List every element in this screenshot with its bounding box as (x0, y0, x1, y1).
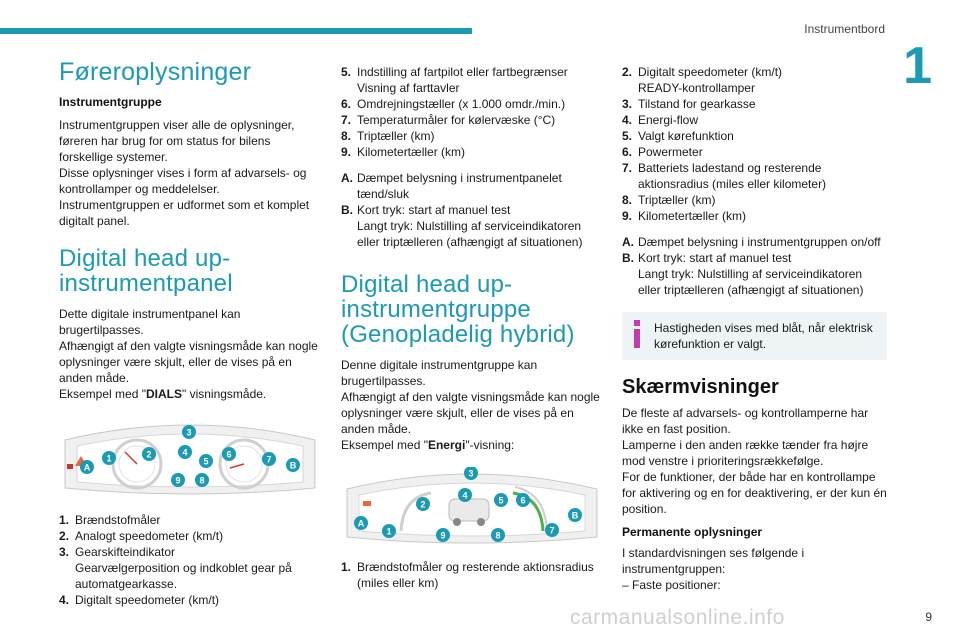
item-number (622, 80, 638, 96)
list-item (622, 192, 887, 208)
callout-label: 8 (199, 475, 205, 486)
paragraph: Dette digitale instrumentpanel kan brugertilpasses. (59, 307, 241, 337)
header-accent-bar (0, 28, 472, 34)
item-number (341, 218, 357, 250)
text-bold: Energi (427, 438, 466, 452)
chapter-title: Instrumentbord (804, 22, 885, 36)
paragraph: For de funktioner, der både har en kontrollampe for aktivering og en for deaktivering, er der kun én position. (622, 470, 887, 516)
callout-label: 4 (462, 490, 468, 501)
item-number: 8. (341, 129, 352, 143)
callout-label: 6 (520, 495, 526, 506)
item-text: Brændstofmåler og resterende aktionsradius (miles eller km) (357, 560, 594, 590)
section-heading-skaermvisninger: Skærmvisninger (622, 376, 779, 398)
column-2 (341, 60, 606, 591)
list-item (622, 160, 887, 192)
item-number: 5. (622, 129, 633, 143)
section-heading-digital-head-up-panel: Digital head up-instrumentpanel (59, 245, 233, 297)
legend-list-energy-continued (622, 64, 887, 224)
callout-label: 6 (226, 449, 232, 460)
list-item (622, 234, 887, 250)
paragraph: Denne digitale instrumentgruppe kan brugertilpasses. (341, 358, 538, 388)
item-text: Kort tryk: start af manuel test (638, 251, 792, 265)
paragraph: – Faste positioner: (622, 578, 721, 592)
column-1 (59, 60, 324, 608)
text-bold: DIALS (145, 387, 182, 401)
callout-label: 3 (186, 427, 192, 438)
paragraph: Afhængigt af den valgte visningsmåde kan nogle oplysninger være skjult, eller de vises på en anden måde. (59, 339, 318, 385)
item-text: Brændstofmåler (75, 513, 161, 527)
callout-label: 4 (182, 447, 188, 458)
callout-label: 9 (440, 530, 446, 541)
info-text: Hastigheden vises med blåt, når elektrisk kørefunktion er valgt. (654, 321, 873, 351)
list-item (341, 112, 606, 128)
paragraph: Disse oplysninger vises i form af advarsels- og kontrollamper og meddelelser. (59, 166, 307, 196)
item-number: A. (622, 235, 634, 249)
list-item (341, 64, 606, 80)
item-number: 7. (622, 161, 633, 175)
callout-label: 1 (106, 453, 112, 464)
callout-label: 5 (498, 495, 504, 506)
paragraph: Afhængigt af den valgte visningsmåde kan nogle oplysninger være skjult, eller de vises på en anden måde. (341, 390, 600, 436)
list-item (59, 544, 324, 560)
legend-list-dials (59, 512, 324, 608)
list-item (341, 170, 606, 202)
info-icon (628, 320, 646, 348)
list-item (341, 144, 606, 160)
item-number: 8. (622, 193, 633, 207)
energy-dashboard-svg (341, 467, 603, 547)
list-item (341, 559, 606, 591)
list-item (622, 128, 887, 144)
section-heading-foereroplysninger: Føreroplysninger (59, 58, 252, 86)
page-number: 9 (925, 610, 932, 624)
list-item (59, 592, 324, 608)
item-number: 2. (622, 65, 633, 79)
text: Eksempel med " (59, 387, 146, 401)
column-3 (622, 60, 887, 593)
text: " visningsmåde. (181, 387, 267, 401)
paragraph-example (59, 386, 324, 402)
list-item (341, 96, 606, 112)
car-icon (449, 499, 489, 521)
item-number: 6. (341, 97, 352, 111)
list-item (341, 128, 606, 144)
fuel-icon (67, 464, 73, 469)
legend-list-dials-continued (341, 64, 606, 160)
item-text: READY-kontrollamper (638, 81, 755, 95)
item-text: Kilometertæller (km) (638, 209, 747, 223)
callout-label: A (83, 462, 91, 473)
item-number: 4. (622, 113, 633, 127)
item-number (59, 560, 75, 592)
paragraph: Lamperne i den anden række tænder fra højre mod venstre i prioriteringsrækkefølge. (622, 438, 869, 468)
item-text: Energi-flow (638, 113, 699, 127)
paragraph: Instrumentgruppen er udformet som et komplet digitalt panel. (59, 198, 310, 228)
item-text: Temperaturmåler for kølervæske (°C) (357, 113, 556, 127)
dials-dashboard-svg (59, 418, 321, 498)
item-number: 6. (622, 145, 633, 159)
section-heading-digital-head-up-hybrid: Digital head up-instrumentgruppe (Genopladelig hybrid) (341, 271, 575, 348)
callout-label: 9 (175, 475, 181, 486)
list-item (341, 202, 606, 218)
list-item (59, 560, 324, 592)
legend-list-buttons (341, 170, 606, 250)
dials-dashboard-illustration (59, 418, 321, 498)
list-item (59, 528, 324, 544)
item-text: Kort tryk: start af manuel test (357, 203, 511, 217)
subheading-permanente-oplysninger: Permanente oplysninger (622, 525, 763, 539)
text: "-visning: (465, 438, 515, 452)
list-item (341, 80, 606, 96)
item-text: Triptæller (km) (638, 193, 716, 207)
item-number: 9. (622, 209, 633, 223)
item-number: 1. (59, 513, 70, 527)
item-number: 3. (59, 545, 70, 559)
info-box (622, 312, 887, 360)
callout-label: 1 (386, 526, 392, 537)
paragraph: I standardvisningen ses følgende i instrumentgruppen: (622, 546, 805, 576)
callout-label: A (357, 518, 365, 529)
item-text: Dæmpet belysning i instrumentgruppen on/off (638, 235, 881, 249)
fuel-icon (363, 501, 371, 506)
item-text: Omdrejningstæller (x 1.000 omdr./min.) (357, 97, 566, 111)
item-number: 3. (622, 97, 633, 111)
list-item (622, 112, 887, 128)
list-item (622, 96, 887, 112)
list-item (622, 144, 887, 160)
callout-label: B (571, 510, 579, 521)
item-text: Analogt speedometer (km/t) (75, 529, 224, 543)
item-text: Triptæller (km) (357, 129, 435, 143)
legend-list-buttons (622, 234, 887, 298)
item-number: 4. (59, 593, 70, 607)
watermark: carmanualsonline.info (570, 606, 785, 629)
subheading-instrumentgruppe: Instrumentgruppe (59, 95, 162, 109)
paragraph-example (341, 437, 606, 453)
callout-label: 2 (146, 449, 152, 460)
text: Eksempel med " (341, 438, 428, 452)
item-number: 7. (341, 113, 352, 127)
item-text: Gearvælgerposition og indkoblet gear på automatgearkasse. (75, 561, 292, 591)
item-text: Digitalt speedometer (km/t) (638, 65, 783, 79)
item-number: 1. (341, 560, 352, 574)
list-item (622, 64, 887, 80)
callout-label: 7 (266, 454, 272, 465)
item-text: Kilometertæller (km) (357, 145, 466, 159)
item-text: Batteriets ladestand og resterende aktionsradius (miles eller kilometer) (638, 161, 827, 191)
paragraph: Instrumentgruppen viser alle de oplysninger, føreren har brug for om status for bilens forskellige systemer. (59, 118, 295, 164)
chapter-number: 1 (903, 37, 932, 95)
list-item (622, 266, 887, 298)
item-text: Visning af farttavler (357, 81, 460, 95)
list-item (622, 250, 887, 266)
item-text: Dæmpet belysning i instrumentpanelet tænd/sluk (357, 171, 562, 201)
item-text: Gearskifteindikator (75, 545, 176, 559)
callout-label: 3 (468, 468, 474, 479)
item-text: Valgt kørefunktion (638, 129, 734, 143)
legend-list-energy (341, 559, 606, 591)
item-text: Indstilling af fartpilot eller fartbegrænser (357, 65, 568, 79)
list-item (341, 218, 606, 250)
callout-label: 5 (203, 456, 209, 467)
callout-label: 8 (495, 530, 501, 541)
item-number: 9. (341, 145, 352, 159)
callout-label: 2 (420, 499, 426, 510)
energy-dashboard-illustration (341, 467, 603, 547)
item-number (341, 80, 357, 96)
list-item (59, 512, 324, 528)
item-number: B. (341, 203, 353, 217)
item-number: 5. (341, 65, 352, 79)
item-number: A. (341, 171, 353, 185)
item-text: Powermeter (638, 145, 703, 159)
item-text: Digitalt speedometer (km/t) (75, 593, 220, 607)
item-text: Langt tryk: Nulstilling af serviceindikatoren eller triptælleren (afhængigt af situationen) (357, 219, 583, 249)
callout-label: 7 (549, 525, 555, 536)
paragraph: De fleste af advarsels- og kontrollamperne har ikke en fast position. (622, 406, 869, 436)
item-number: B. (622, 251, 634, 265)
item-number (622, 266, 638, 298)
list-item (622, 208, 887, 224)
callout-label: B (289, 460, 297, 471)
item-number: 2. (59, 529, 70, 543)
item-text: Tilstand for gearkasse (638, 97, 756, 111)
item-text: Langt tryk: Nulstilling af serviceindikatoren eller triptælleren (afhængigt af situationen) (638, 267, 864, 297)
list-item (622, 80, 887, 96)
